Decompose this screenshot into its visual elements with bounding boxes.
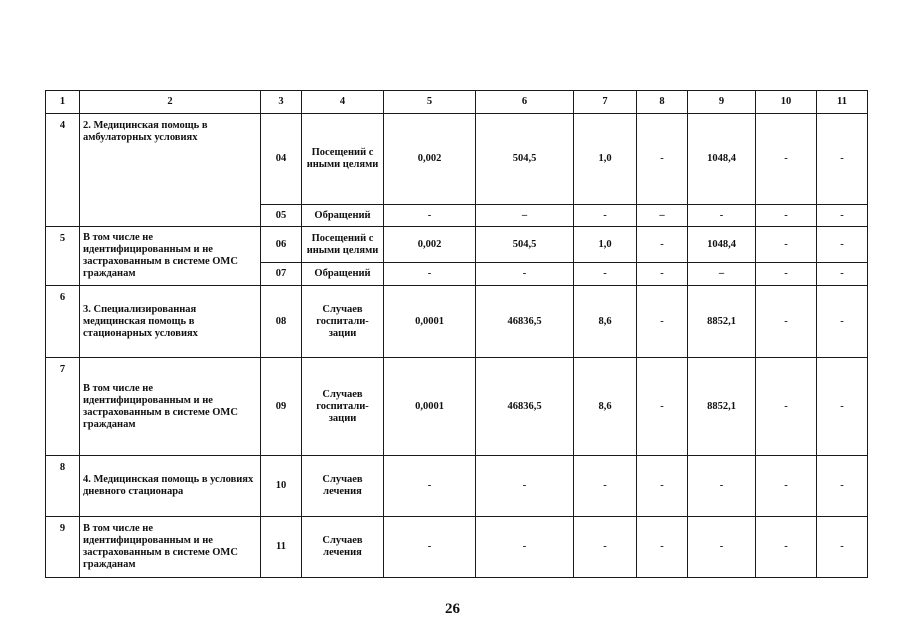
- value-cell-c6: 504,5: [476, 114, 574, 205]
- value-cell-c7: -: [574, 456, 637, 517]
- row-number: 6: [46, 286, 80, 358]
- table-row: [46, 114, 868, 205]
- row-number: 9: [46, 517, 80, 578]
- value-cell-c10: -: [756, 456, 817, 517]
- row-code: 05: [261, 205, 302, 227]
- table-row: [46, 517, 868, 578]
- value-cell-c11: -: [817, 263, 868, 286]
- value-cell-c5: -: [384, 205, 476, 227]
- value-cell-c5: -: [384, 517, 476, 578]
- value-cell-c6: –: [476, 205, 574, 227]
- value-cell-c8: -: [637, 358, 688, 456]
- header-cell-10: 10: [756, 91, 817, 114]
- value-cell-c11: -: [817, 286, 868, 358]
- value-cell-c11: -: [817, 517, 868, 578]
- row-code: 09: [261, 358, 302, 456]
- value-cell-c7: -: [574, 205, 637, 227]
- table-row: [46, 227, 868, 263]
- value-cell-c10: -: [756, 286, 817, 358]
- value-cell-c10: -: [756, 263, 817, 286]
- value-cell-c8: -: [637, 517, 688, 578]
- header-cell-2: 2: [80, 91, 261, 114]
- header-cell-1: 1: [46, 91, 80, 114]
- row-number: 7: [46, 358, 80, 456]
- value-cell-c5: 0,002: [384, 114, 476, 205]
- value-cell-c6: 46836,5: [476, 286, 574, 358]
- row-name: 2. Медицинская помощь в амбулаторных условиях: [80, 114, 261, 227]
- value-cell-c6: 504,5: [476, 227, 574, 263]
- unit-cell: Обращений: [302, 205, 384, 227]
- value-cell-c5: 0,0001: [384, 286, 476, 358]
- row-code: 07: [261, 263, 302, 286]
- value-cell-c9: –: [688, 263, 756, 286]
- row-number: 5: [46, 227, 80, 286]
- header-cell-11: 11: [817, 91, 868, 114]
- value-cell-c10: -: [756, 358, 817, 456]
- value-cell-c6: -: [476, 456, 574, 517]
- unit-cell: Случаев госпитали- зации: [302, 358, 384, 456]
- row-number: 4: [46, 114, 80, 227]
- value-cell-c8: -: [637, 263, 688, 286]
- value-cell-c5: 0,0001: [384, 358, 476, 456]
- value-cell-c11: -: [817, 227, 868, 263]
- value-cell-c6: 46836,5: [476, 358, 574, 456]
- table-row: [46, 286, 868, 358]
- value-cell-c9: 1048,4: [688, 227, 756, 263]
- value-cell-c9: -: [688, 456, 756, 517]
- value-cell-c10: -: [756, 517, 817, 578]
- row-code: 06: [261, 227, 302, 263]
- value-cell-c9: 8852,1: [688, 286, 756, 358]
- value-cell-c10: -: [756, 227, 817, 263]
- header-row: [46, 91, 868, 114]
- value-cell-c11: -: [817, 456, 868, 517]
- data-table: [45, 90, 868, 578]
- value-cell-c5: -: [384, 456, 476, 517]
- value-cell-c8: –: [637, 205, 688, 227]
- row-number: 8: [46, 456, 80, 517]
- value-cell-c6: -: [476, 263, 574, 286]
- value-cell-c7: 1,0: [574, 227, 637, 263]
- value-cell-c11: -: [817, 205, 868, 227]
- value-cell-c5: -: [384, 263, 476, 286]
- value-cell-c8: -: [637, 114, 688, 205]
- value-cell-c9: -: [688, 205, 756, 227]
- value-cell-c11: -: [817, 114, 868, 205]
- value-cell-c9: 1048,4: [688, 114, 756, 205]
- value-cell-c10: -: [756, 114, 817, 205]
- value-cell-c8: -: [637, 456, 688, 517]
- row-name: В том числе не идентифицированным и не застрахованным в системе ОМС гражданам: [80, 358, 261, 456]
- unit-cell: Обращений: [302, 263, 384, 286]
- unit-cell: Посещений с иными целями: [302, 114, 384, 205]
- header-cell-6: 6: [476, 91, 574, 114]
- header-cell-8: 8: [637, 91, 688, 114]
- value-cell-c5: 0,002: [384, 227, 476, 263]
- value-cell-c8: -: [637, 227, 688, 263]
- row-name: В том числе не идентифицированным и не застрахованным в системе ОМС гражданам: [80, 517, 261, 578]
- value-cell-c7: -: [574, 517, 637, 578]
- row-name: 4. Медицинская помощь в условиях дневного стационара: [80, 456, 261, 517]
- value-cell-c7: -: [574, 263, 637, 286]
- header-cell-3: 3: [261, 91, 302, 114]
- value-cell-c9: 8852,1: [688, 358, 756, 456]
- unit-cell: Посещений с иными целями: [302, 227, 384, 263]
- header-cell-5: 5: [384, 91, 476, 114]
- unit-cell: Случаев госпитали- зации: [302, 286, 384, 358]
- table-row: [46, 456, 868, 517]
- table-row: [46, 358, 868, 456]
- value-cell-c11: -: [817, 358, 868, 456]
- value-cell-c10: -: [756, 205, 817, 227]
- row-name: 3. Специализированная медицинская помощь в стационарных условиях: [80, 286, 261, 358]
- header-cell-7: 7: [574, 91, 637, 114]
- value-cell-c7: 8,6: [574, 358, 637, 456]
- row-name: В том числе не идентифицированным и не застрахованным в системе ОМС гражданам: [80, 227, 261, 286]
- header-cell-9: 9: [688, 91, 756, 114]
- unit-cell: Случаев лечения: [302, 456, 384, 517]
- header-cell-4: 4: [302, 91, 384, 114]
- value-cell-c7: 1,0: [574, 114, 637, 205]
- value-cell-c8: -: [637, 286, 688, 358]
- value-cell-c7: 8,6: [574, 286, 637, 358]
- row-code: 04: [261, 114, 302, 205]
- row-code: 11: [261, 517, 302, 578]
- row-code: 08: [261, 286, 302, 358]
- unit-cell: Случаев лечения: [302, 517, 384, 578]
- value-cell-c9: -: [688, 517, 756, 578]
- page-number: 26: [445, 601, 460, 617]
- value-cell-c6: -: [476, 517, 574, 578]
- row-code: 10: [261, 456, 302, 517]
